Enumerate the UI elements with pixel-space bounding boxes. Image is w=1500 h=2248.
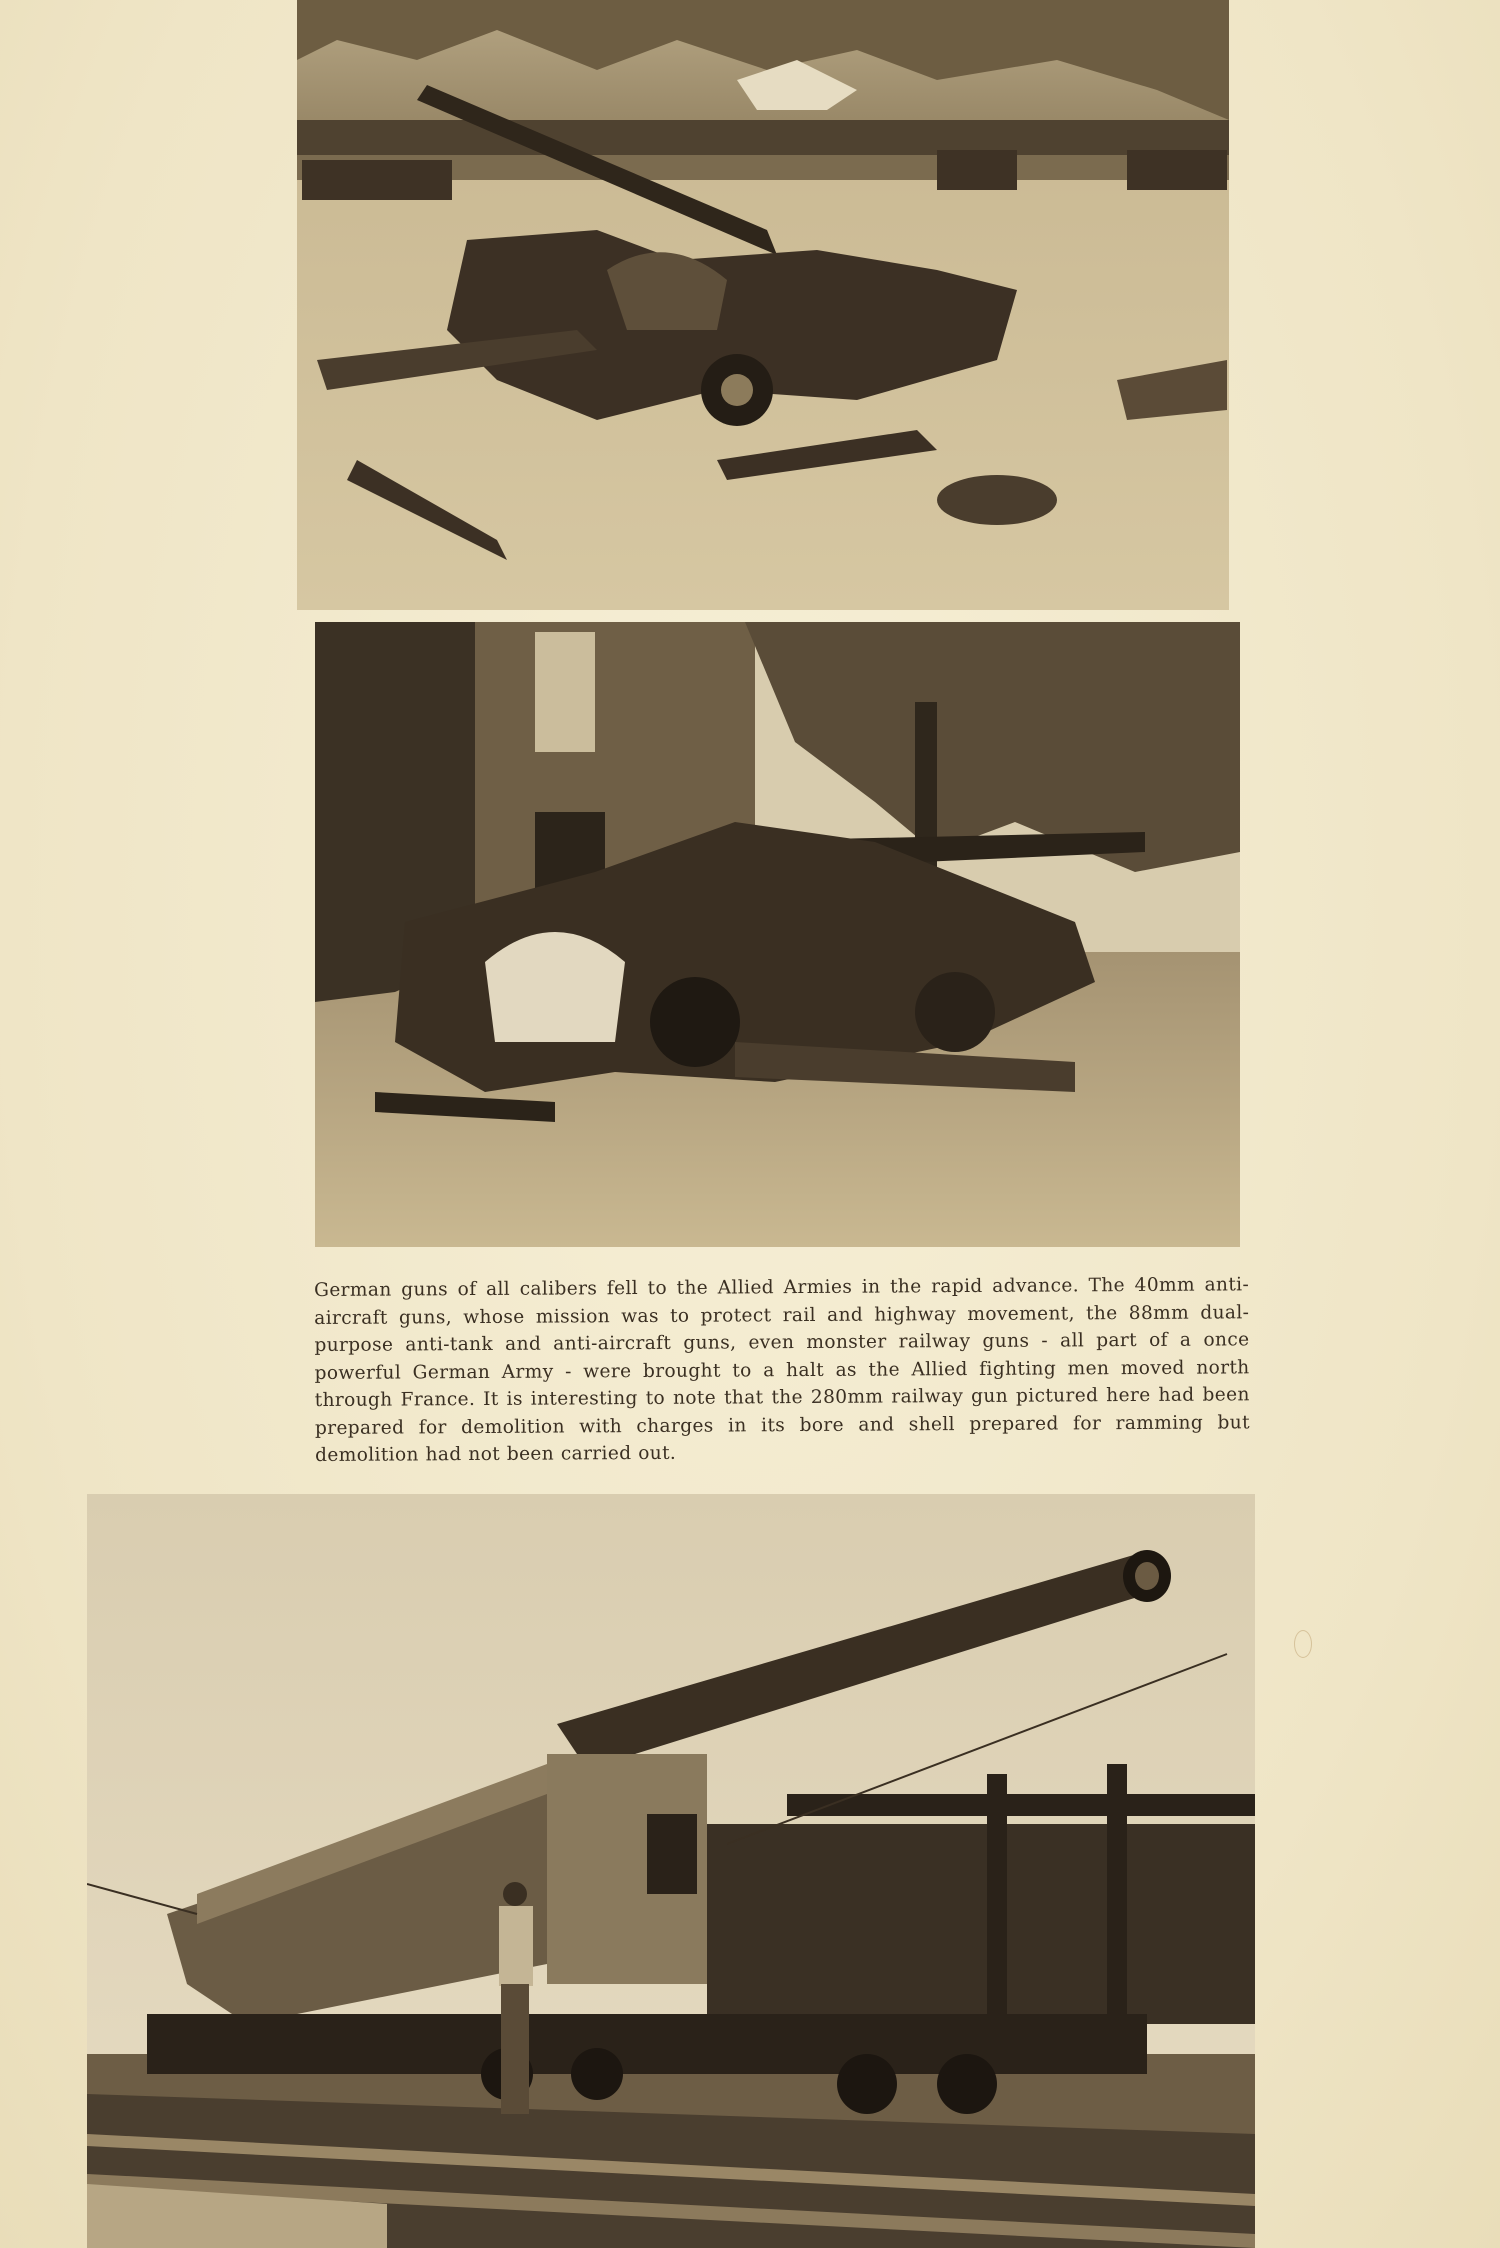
photo-wrecked-anti-aircraft-gun [297, 0, 1229, 610]
photo-wrecked-88mm-gun [315, 622, 1240, 1247]
caption-text: German guns of all calibers fell to the Allied Armies in the rapid advance. The 40mm anti-aircraft guns, whose mission was to protect rail and highway movement, the 88mm dual-purpose anti-tank and anti-aircraft guns, even monster railway guns - all part of a once powerful German Army - were brought to a halt as the Allied fighting men moved north through France. It is interesting to note that the 280mm railway gun pictured here had been prepared for demolition with charges in its bore and shell prepared for ramming but demolition had not been carried out. [314, 1273, 1250, 1466]
paper-smudge [1294, 1630, 1312, 1658]
photo-280mm-railway-gun [87, 1494, 1255, 2248]
